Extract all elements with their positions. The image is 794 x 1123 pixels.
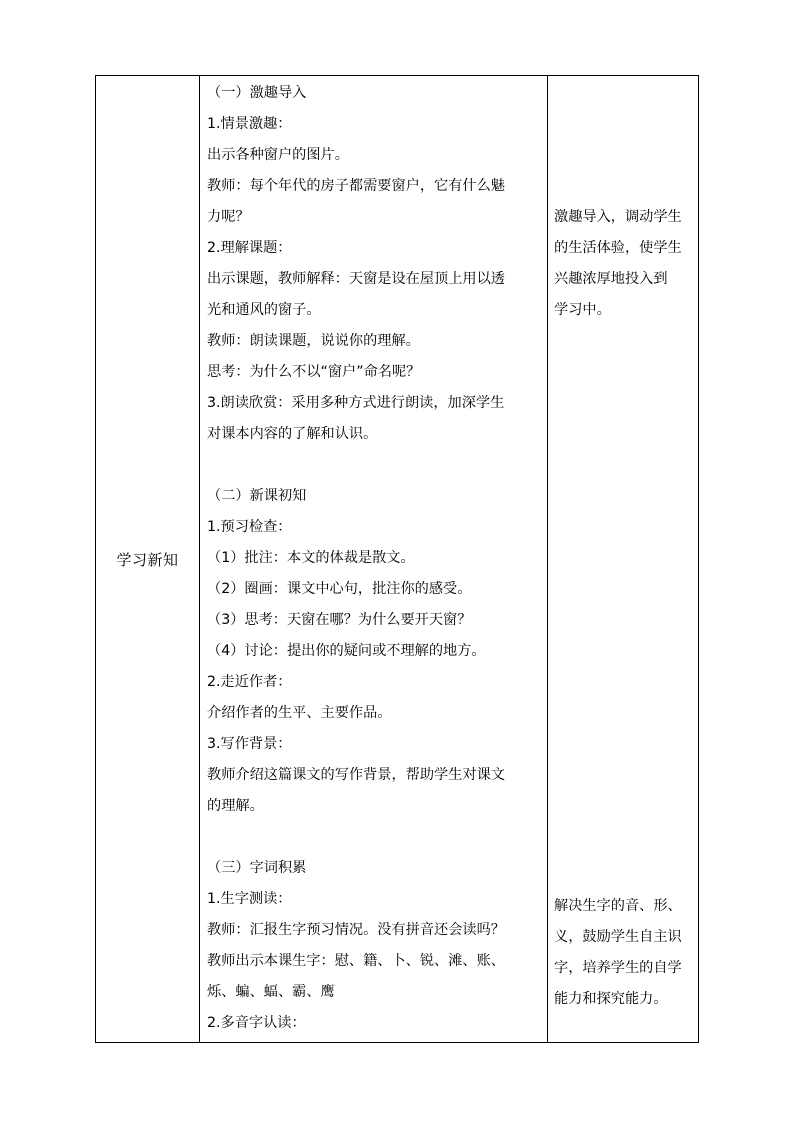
content-line: 光和通风的窗子。 <box>207 302 321 318</box>
design-note-cell-2 <box>548 891 698 1015</box>
section-label-cell <box>96 76 199 1042</box>
content-line: 出示各种窗户的图片。 <box>207 147 349 163</box>
lesson-table <box>95 75 699 1043</box>
note-line: 的生活体验，使学生 <box>554 240 682 256</box>
content-line: 2.理解课题： <box>207 240 292 256</box>
content-line: （三）字词积累 <box>207 860 307 876</box>
content-line: 对课本内容的了解和认识。 <box>207 426 378 442</box>
content-line: 烁、蝙、蝠、霸、鹰 <box>207 984 335 1000</box>
note-line: 义，鼓励学生自主识 <box>554 929 682 945</box>
content-line: 3.写作背景： <box>207 736 292 752</box>
content-line: （3）思考：天窗在哪？为什么要开天窗？ <box>207 612 472 628</box>
note-line: 能力和探究能力。 <box>554 991 668 1007</box>
content-line: 教师：朗读课题，说说你的理解。 <box>207 333 420 349</box>
content-line: （二）新课初知 <box>207 488 307 504</box>
content-line: 1.预习检查： <box>207 519 292 535</box>
content-line: 3.朗读欣赏：采用多种方式进行朗读，加深学生 <box>207 395 505 411</box>
content-line: 出示课题，教师解释：天窗是设在屋顶上用以透 <box>207 271 505 287</box>
content-line: 2.多音字认读： <box>207 1015 306 1031</box>
note-line: 兴趣浓厚地投入到 <box>554 271 668 287</box>
note-line: 解决生字的音、形、 <box>554 898 682 914</box>
note-line: 学习中。 <box>554 302 611 318</box>
note-line: 激趣导入，调动学生 <box>554 209 682 225</box>
blank-line <box>207 450 546 481</box>
content-line: 教师：汇报生字预习情况。没有拼音还会读吗？ <box>207 922 505 938</box>
lesson-content-cell <box>200 78 546 1039</box>
content-line: （4）讨论：提出你的疑问或不理解的地方。 <box>207 643 486 659</box>
note-line: 字，培养学生的自学 <box>554 960 682 976</box>
content-line: （一）激趣导入 <box>207 85 307 101</box>
content-line: 教师出示本课生字：慰、籍、卜、锐、滩、账、 <box>207 953 505 969</box>
blank-line <box>207 822 546 853</box>
content-line: （1）批注：本文的体裁是散文。 <box>207 550 415 566</box>
content-line: 1.情景激趣： <box>207 116 292 132</box>
content-line: 2.走近作者： <box>207 674 292 690</box>
section-label: 学习新知 <box>116 550 179 569</box>
content-line: 教师：每个年代的房子都需要窗户，它有什么魅 <box>207 178 505 194</box>
content-line: 介绍作者的生平、主要作品。 <box>207 705 392 721</box>
content-line: （2）圈画：课文中心句，批注你的感受。 <box>207 581 472 597</box>
content-line: 1.生字测读： <box>207 891 292 907</box>
content-line: 思考：为什么不以“窗户”命名呢？ <box>207 364 421 380</box>
design-note-cell-1 <box>548 202 698 326</box>
content-line: 的理解。 <box>207 798 264 814</box>
content-line: 教师介绍这篇课文的写作背景，帮助学生对课文 <box>207 767 505 783</box>
content-line: 力呢？ <box>207 209 250 225</box>
